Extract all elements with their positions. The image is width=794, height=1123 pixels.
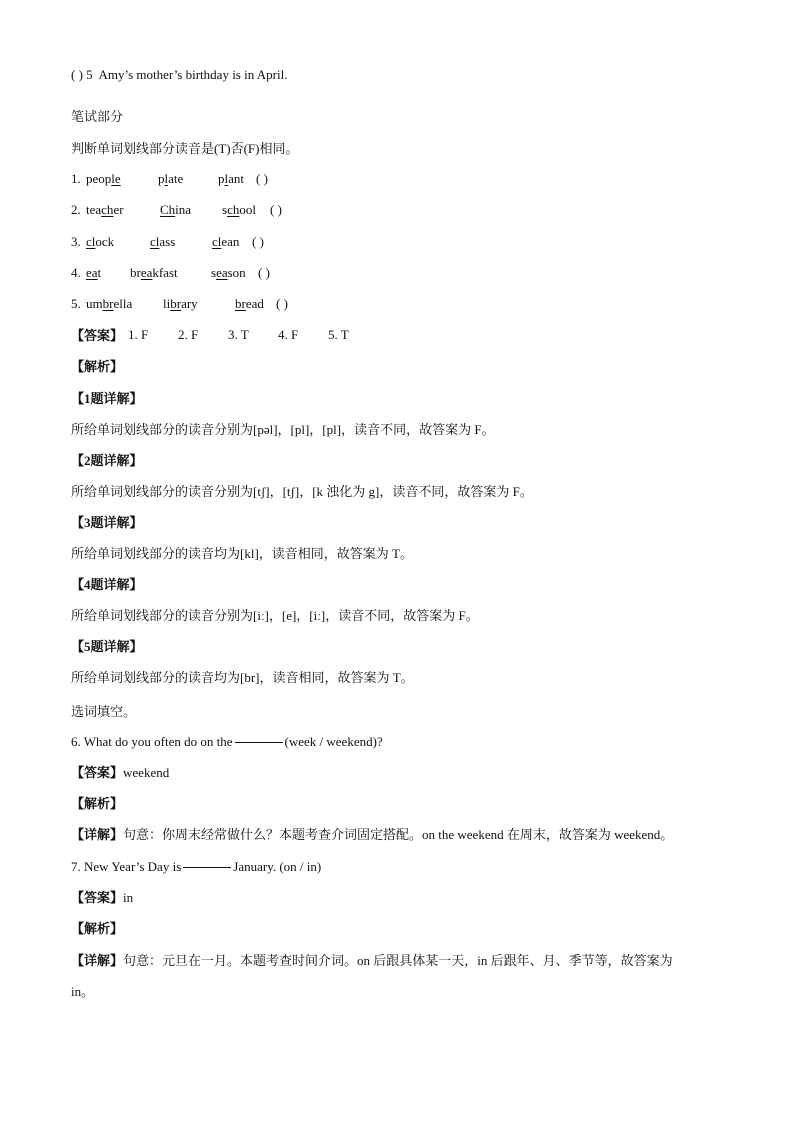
judge-answer-4: 4. F: [278, 327, 299, 342]
underlined-part: Ch: [160, 202, 176, 217]
q6-detail: [71, 826, 673, 844]
word-part: kfast: [152, 265, 178, 280]
answer-label: 【答案】: [71, 765, 124, 780]
judge-word: [86, 296, 132, 312]
q7-answer: [71, 889, 133, 907]
word-part: t: [97, 265, 102, 280]
answer-paren: ( ): [71, 67, 83, 82]
q7-text-before: 7. New Year’s Day is: [71, 859, 182, 874]
q7-detail-text: 句意：元旦在一月。本题考查时间介词。on 后跟具体某一天，in 后跟年、月、季节等，故答案为: [123, 953, 673, 968]
q7-detail-cont: in。: [71, 984, 95, 999]
q6-answer: [71, 764, 169, 782]
listening-question-5: [71, 66, 287, 84]
answer-paren: ( ): [258, 265, 270, 280]
underlined-part: br: [102, 296, 114, 311]
word-part: um: [86, 296, 103, 311]
q6-text-before: 6. What do you often do on the: [71, 734, 233, 749]
underlined-part: ea: [86, 265, 98, 280]
word-part: p: [218, 171, 225, 186]
underlined-part: br: [235, 296, 246, 311]
answer-paren: ( ): [256, 171, 268, 186]
underlined-part: l: [224, 171, 229, 186]
word-part: ina: [175, 202, 192, 217]
detail-text-4: 所给单词划线部分的读音分别为[iː]，[e]，[iː]，读音不同，故答案为 F。: [71, 608, 479, 623]
detail-text-3: 所给单词划线部分的读音均为[kl]，读音相同，故答案为 T。: [71, 546, 413, 561]
analysis-label: 【解析】: [71, 359, 124, 374]
detail-label-1: 【1题详解】: [71, 391, 143, 406]
word-part: ella: [113, 296, 133, 311]
q6-answer-value: weekend: [123, 765, 170, 780]
q6-text-after: (week / weekend)?: [284, 734, 383, 749]
word-part: ock: [95, 234, 115, 249]
underlined-part: l: [164, 171, 169, 186]
underlined-part: cl: [86, 234, 96, 249]
q6-detail-text: 句意：你周末经常做什么？本题考查介词固定搭配。on the weekend 在周末，故答案为 weekend。: [123, 827, 674, 842]
judge-word: [158, 171, 183, 187]
q6-analysis-label: 【解析】: [71, 796, 124, 811]
judge-word: [212, 234, 239, 250]
question-text: Amy’s mother’s birthday is in April.: [98, 67, 288, 82]
judge-number: 3.: [71, 234, 81, 249]
section-heading-fill: 选词填空。: [71, 704, 137, 719]
detail-text-5: 所给单词划线部分的读音均为[br]，读音相同，故答案为 T。: [71, 670, 414, 685]
underlined-part: le: [111, 171, 121, 186]
word-part: p: [158, 171, 165, 186]
answer-paren: ( ): [252, 234, 264, 249]
detail-label-3: 【3题详解】: [71, 515, 143, 530]
detail-text-1: 所给单词划线部分的读音分别为[pəl]，[pl]，[pl]，读音不同，故答案为 F。: [71, 422, 495, 437]
judge-word: [86, 171, 121, 187]
judge-answer-3: 3. T: [228, 327, 249, 342]
q7-answer-value: in: [123, 890, 134, 905]
q7-detail: [71, 952, 673, 970]
underlined-part: ea: [216, 265, 228, 280]
judge-word: [211, 265, 246, 281]
judge-word: [218, 171, 244, 187]
answer-label: 【答案】: [71, 890, 124, 905]
detail-label-4: 【4题详解】: [71, 577, 143, 592]
judge-answer-5: 5. T: [328, 327, 349, 342]
judge-word: [222, 202, 256, 218]
judge-word: [130, 265, 178, 281]
q7-analysis-label: 【解析】: [71, 921, 124, 936]
word-part: ary: [181, 296, 198, 311]
word-part: br: [130, 265, 141, 280]
judge-word: [235, 296, 264, 312]
word-part: ean: [221, 234, 240, 249]
detail-label: 【详解】: [71, 827, 124, 842]
q6-blank: [235, 742, 283, 743]
word-part: s: [211, 265, 217, 280]
judge-number: 5.: [71, 296, 81, 311]
underlined-part: ch: [227, 202, 240, 217]
underlined-part: ea: [140, 265, 153, 280]
judge-answers: [71, 327, 123, 345]
judge-number: 4.: [71, 265, 81, 280]
underlined-part: cl: [150, 234, 160, 249]
question-6: [71, 733, 383, 751]
answer-label: 【答案】: [71, 328, 124, 343]
word-part: son: [227, 265, 246, 280]
judge-word: [86, 234, 114, 250]
judge-word: [163, 296, 198, 312]
word-part: peop: [86, 171, 112, 186]
judge-answer-2: 2. F: [178, 327, 199, 342]
word-part: s: [222, 202, 228, 217]
answer-paren: ( ): [276, 296, 288, 311]
judge-word: [160, 202, 191, 218]
word-part: ate: [168, 171, 184, 186]
question-7: [71, 858, 321, 876]
judge-word: [150, 234, 175, 250]
word-part: ead: [245, 296, 264, 311]
judge-number: 1.: [71, 171, 81, 186]
word-part: ant: [228, 171, 245, 186]
q7-blank: [183, 867, 231, 868]
underlined-part: cl: [212, 234, 222, 249]
judge-word: [86, 265, 101, 281]
word-part: tea: [86, 202, 102, 217]
word-part: ass: [159, 234, 176, 249]
detail-label-2: 【2题详解】: [71, 453, 143, 468]
word-part: er: [113, 202, 124, 217]
underlined-part: br: [170, 296, 182, 311]
answer-paren: ( ): [270, 202, 282, 217]
underlined-part: ch: [101, 202, 114, 217]
detail-label: 【详解】: [71, 953, 124, 968]
question-number: 5: [86, 67, 93, 82]
judge-answer-1: 1. F: [128, 327, 149, 342]
detail-label-5: 【5题详解】: [71, 639, 143, 654]
judge-word: [86, 202, 124, 218]
detail-text-2: 所给单词划线部分的读音分别为[tʃ]，[tʃ]，[k 浊化为 g]，读音不同，故答案为 F。: [71, 484, 533, 499]
section-heading-written: 笔试部分: [71, 109, 124, 124]
instruction-judge: 判断单词划线部分读音是(T)否(F)相同。: [71, 141, 299, 156]
judge-number: 2.: [71, 202, 81, 217]
q7-text-after: January. (on / in): [233, 859, 322, 874]
word-part: ool: [239, 202, 256, 217]
word-part: li: [163, 296, 171, 311]
